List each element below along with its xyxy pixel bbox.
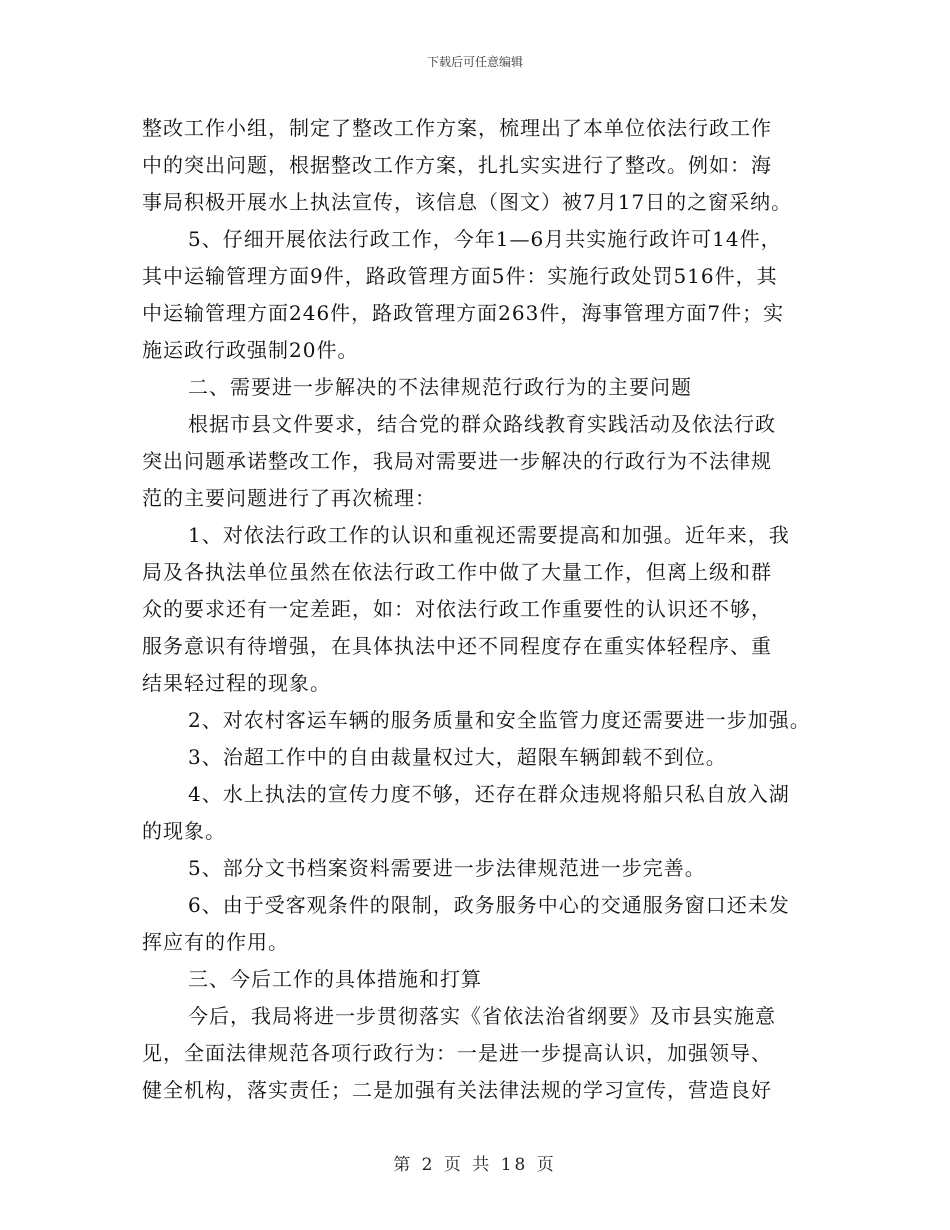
text-line: 健全机构，落实责任；二是加强有关法律法规的学习宣传，营造良好 bbox=[142, 1078, 772, 1102]
text-line: 见，全面法律规范各项行政行为：一是进一步提高认识，加强领导、 bbox=[142, 1041, 772, 1065]
text-line: 的现象。 bbox=[142, 819, 226, 843]
text-line: 4、水上执法的宣传力度不够，还存在群众违规将船只私自放入湖 bbox=[188, 782, 790, 806]
page-number-footer: 第 2 页 共 18 页 bbox=[393, 1155, 557, 1175]
text-line: 3、治超工作中的自由裁量权过大，超限车辆卸载不到位。 bbox=[188, 745, 727, 769]
text-line: 其中运输管理方面9件，路政管理方面5件：实施行政处罚516件，其 bbox=[142, 264, 778, 288]
text-line: 范的主要问题进行了再次梳理： bbox=[142, 486, 436, 510]
text-line: 二、需要进一步解决的不法律规范行政行为的主要问题 bbox=[188, 375, 692, 399]
text-line: 结果轻过程的现象。 bbox=[142, 671, 331, 695]
text-line: 服务意识有待增强，在具体执法中还不同程度存在重实体轻程序、重 bbox=[142, 634, 772, 658]
text-line: 今后，我局将进一步贯彻落实《省依法治省纲要》及市县实施意 bbox=[188, 1004, 776, 1028]
text-line: 中运输管理方面246件，路政管理方面263件，海事管理方面7件；实 bbox=[142, 301, 785, 325]
document-body bbox=[142, 110, 822, 1109]
text-line: 挥应有的作用。 bbox=[142, 930, 289, 954]
text-line: 整改工作小组，制定了整改工作方案，梳理出了本单位依法行政工作 bbox=[142, 116, 772, 140]
text-line: 事局积极开展水上执法宣传，该信息（图文）被7月17日的之窗采纳。 bbox=[142, 190, 793, 214]
text-line: 1、对依法行政工作的认识和重视还需要提高和加强。近年来，我 bbox=[188, 523, 790, 547]
text-line: 施运政行政强制20件。 bbox=[142, 338, 359, 362]
text-line: 众的要求还有一定差距，如：对依法行政工作重要性的认识还不够， bbox=[142, 597, 772, 621]
text-line: 局及各执法单位虽然在依法行政工作中做了大量工作，但离上级和群 bbox=[142, 560, 772, 584]
text-line: 三、今后工作的具体措施和打算 bbox=[188, 967, 482, 991]
text-line: 2、对农村客运车辆的服务质量和安全监管力度还需要进一步加强。 bbox=[188, 708, 811, 732]
text-line: 突出问题承诺整改工作，我局对需要进一步解决的行政行为不法律规 bbox=[142, 449, 772, 473]
text-line: 5、仔细开展依法行政工作，今年1—6月共实施行政许可14件， bbox=[188, 227, 782, 251]
text-line: 中的突出问题，根据整改工作方案，扎扎实实进行了整改。例如：海 bbox=[142, 153, 772, 177]
text-line: 5、部分文书档案资料需要进一步法律规范进一步完善。 bbox=[188, 856, 706, 880]
text-line: 6、由于受客观条件的限制，政务服务中心的交通服务窗口还未发 bbox=[188, 893, 790, 917]
page-header-note: 下载后可任意编辑 bbox=[426, 55, 523, 69]
text-line: 根据市县文件要求，结合党的群众路线教育实践活动及依法行政 bbox=[188, 412, 776, 436]
